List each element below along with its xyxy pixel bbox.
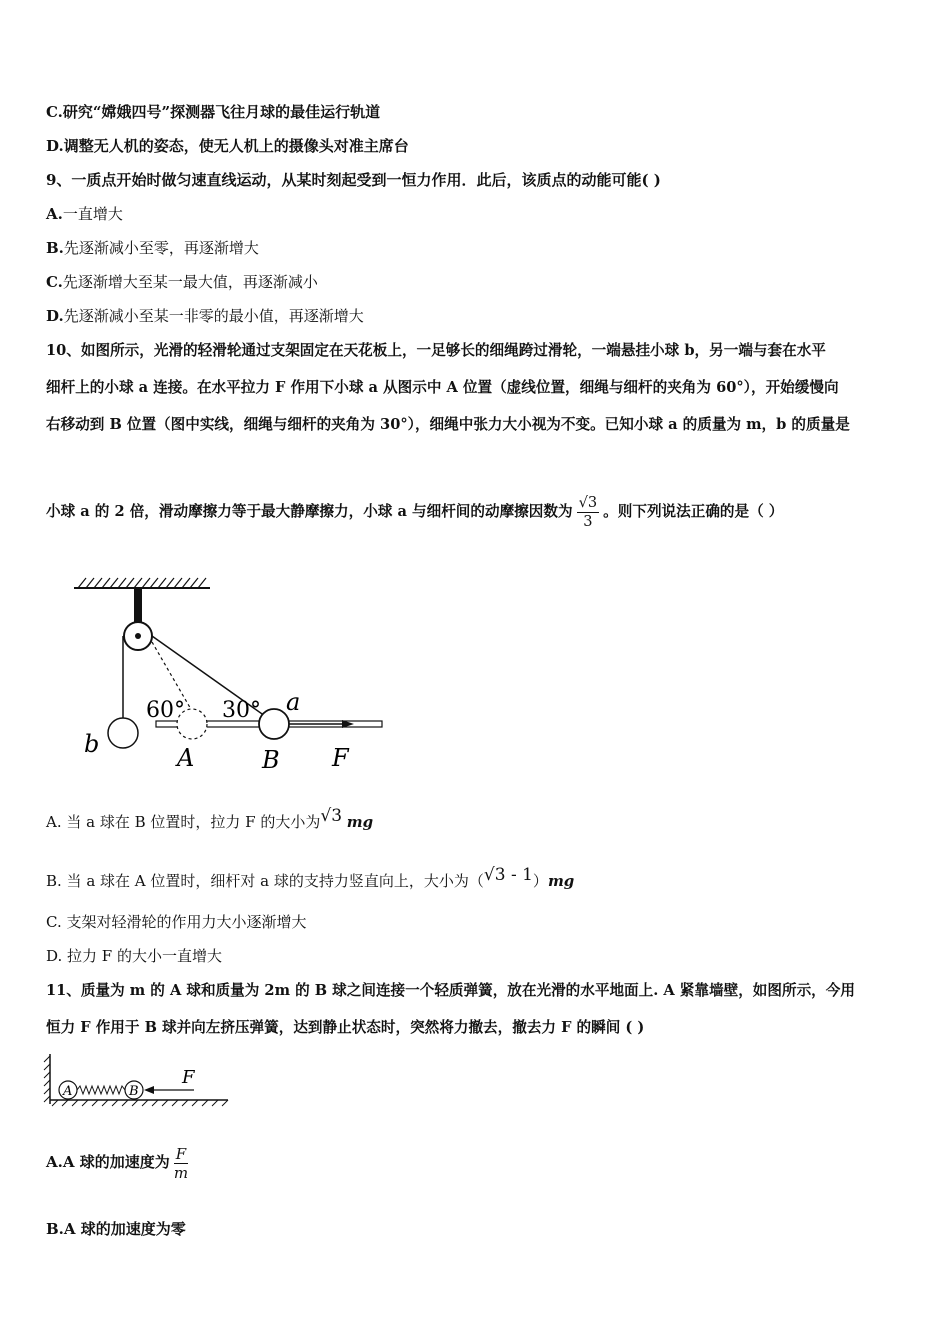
q10-stem-line-3: 右移动到 B 位置（图中实线，细绳与细杆的夹角为 30°），细绳中张力大小视为不变。已知小球 a 的质量为 m，b 的质量是: [46, 416, 850, 433]
unit-mg: mg: [346, 813, 374, 831]
q10-stem-line-2: 细杆上的小球 a 连接。在水平拉力 F 作用下小球 a 从图示中 A 位置（虚线位置，细绳与细杆的夹角为 60°），开始缓慢向: [46, 379, 839, 396]
q11-option-a: [46, 1134, 192, 1190]
label-B: B: [262, 746, 280, 774]
option-label: B.: [46, 239, 64, 257]
label-b: b: [84, 730, 100, 758]
friction-coefficient-fraction: [577, 494, 600, 531]
q8-option-d: D.调整无人机的姿态，使无人机上的摄像头对准主席台: [46, 137, 409, 155]
option-text: 先逐渐减小至零，再逐渐增大: [63, 239, 259, 257]
q10-stem-text: 小球 a 的 2 倍，滑动摩擦力等于最大静摩擦力，小球 a 与细杆间的动摩擦因数为: [46, 503, 573, 520]
option-text: 先逐渐增大至某一最大值，再逐渐减小: [62, 273, 318, 291]
q11-option-b: B.A 球的加速度为零: [46, 1220, 186, 1238]
label-A: A: [177, 744, 195, 772]
q10-option-b: [46, 855, 574, 901]
q8-option-c: C.研究“嫦娥四号”探测器飞往月球的最佳运行轨道: [46, 103, 381, 121]
label-F: F: [332, 744, 349, 772]
angle-60-label: 60°: [146, 698, 185, 723]
option-label: C.: [46, 273, 63, 291]
fraction-numerator: F: [175, 1144, 187, 1163]
q11-stem-line-2: 恒力 F 作用于 B 球并向左挤压弹簧，达到静止状态时，突然将力撤去，撤去力 F 的瞬间 ( ): [46, 1019, 645, 1036]
option-text: B. 当 a 球在 A 位置时，细杆对 a 球的支持力竖直向上，大小为（: [46, 872, 484, 890]
q9-option-c: [46, 272, 318, 292]
option-text: 一直增大: [62, 205, 123, 223]
option-label: D.: [46, 307, 64, 325]
q9-option-a: [46, 204, 123, 224]
q9-stem: 9、一质点开始时做匀速直线运动，从某时刻起受到一恒力作用．此后，该质点的动能可能( ): [46, 171, 661, 189]
spring: [77, 1086, 125, 1094]
ball-a-position-B: [259, 709, 289, 739]
ball-b: [108, 718, 138, 748]
option-text: A.A 球的加速度为: [46, 1153, 170, 1171]
fraction-denominator: m: [173, 1163, 189, 1182]
q10-option-d: D. 拉力 F 的大小一直增大: [46, 947, 222, 965]
q10-stem-tail: 。则下列说法正确的是（ ）: [603, 503, 784, 520]
option-text: 先逐渐减小至某一非零的最小值，再逐渐增大: [63, 307, 364, 325]
unit-mg: mg: [547, 872, 575, 890]
q10-option-c: C. 支架对轻滑轮的作用力大小逐渐增大: [46, 913, 307, 931]
option-text-close: ）: [532, 872, 548, 890]
fraction-numerator: √3: [578, 493, 598, 511]
sqrt3: √3: [320, 806, 343, 826]
option-text: A. 当 a 球在 B 位置时，拉力 F 的大小为: [46, 813, 321, 831]
q10-stem-line-4: [46, 484, 783, 540]
q9-option-b: [46, 238, 259, 258]
fraction-denominator: 3: [583, 512, 593, 530]
q10-option-a: [46, 796, 373, 842]
q10-stem-line-1: 10、如图所示，光滑的轻滑轮通过支架固定在天花板上，一足够长的细绳跨过滑轮，一端悬挂小球 b，另一端与套在水平: [46, 342, 826, 359]
acceleration-fraction: [174, 1145, 188, 1182]
label-F: F: [182, 1067, 195, 1088]
label-A: A: [63, 1084, 73, 1099]
option-label: A.: [46, 205, 63, 223]
sqrt3-minus-1: √3 - 1: [483, 865, 533, 885]
q9-option-d: [46, 306, 364, 326]
angle-30-label: 30°: [222, 698, 261, 723]
label-a: a: [286, 688, 301, 716]
pulley-figure: [70, 570, 400, 775]
q11-stem-line-1: 11、质量为 m 的 A 球和质量为 2m 的 B 球之间连接一个轻质弹簧，放在光滑的水平地面上. A 紧靠墙壁，如图所示，今用: [46, 982, 855, 999]
spring-figure: [42, 1050, 232, 1112]
label-B: B: [129, 1084, 139, 1099]
